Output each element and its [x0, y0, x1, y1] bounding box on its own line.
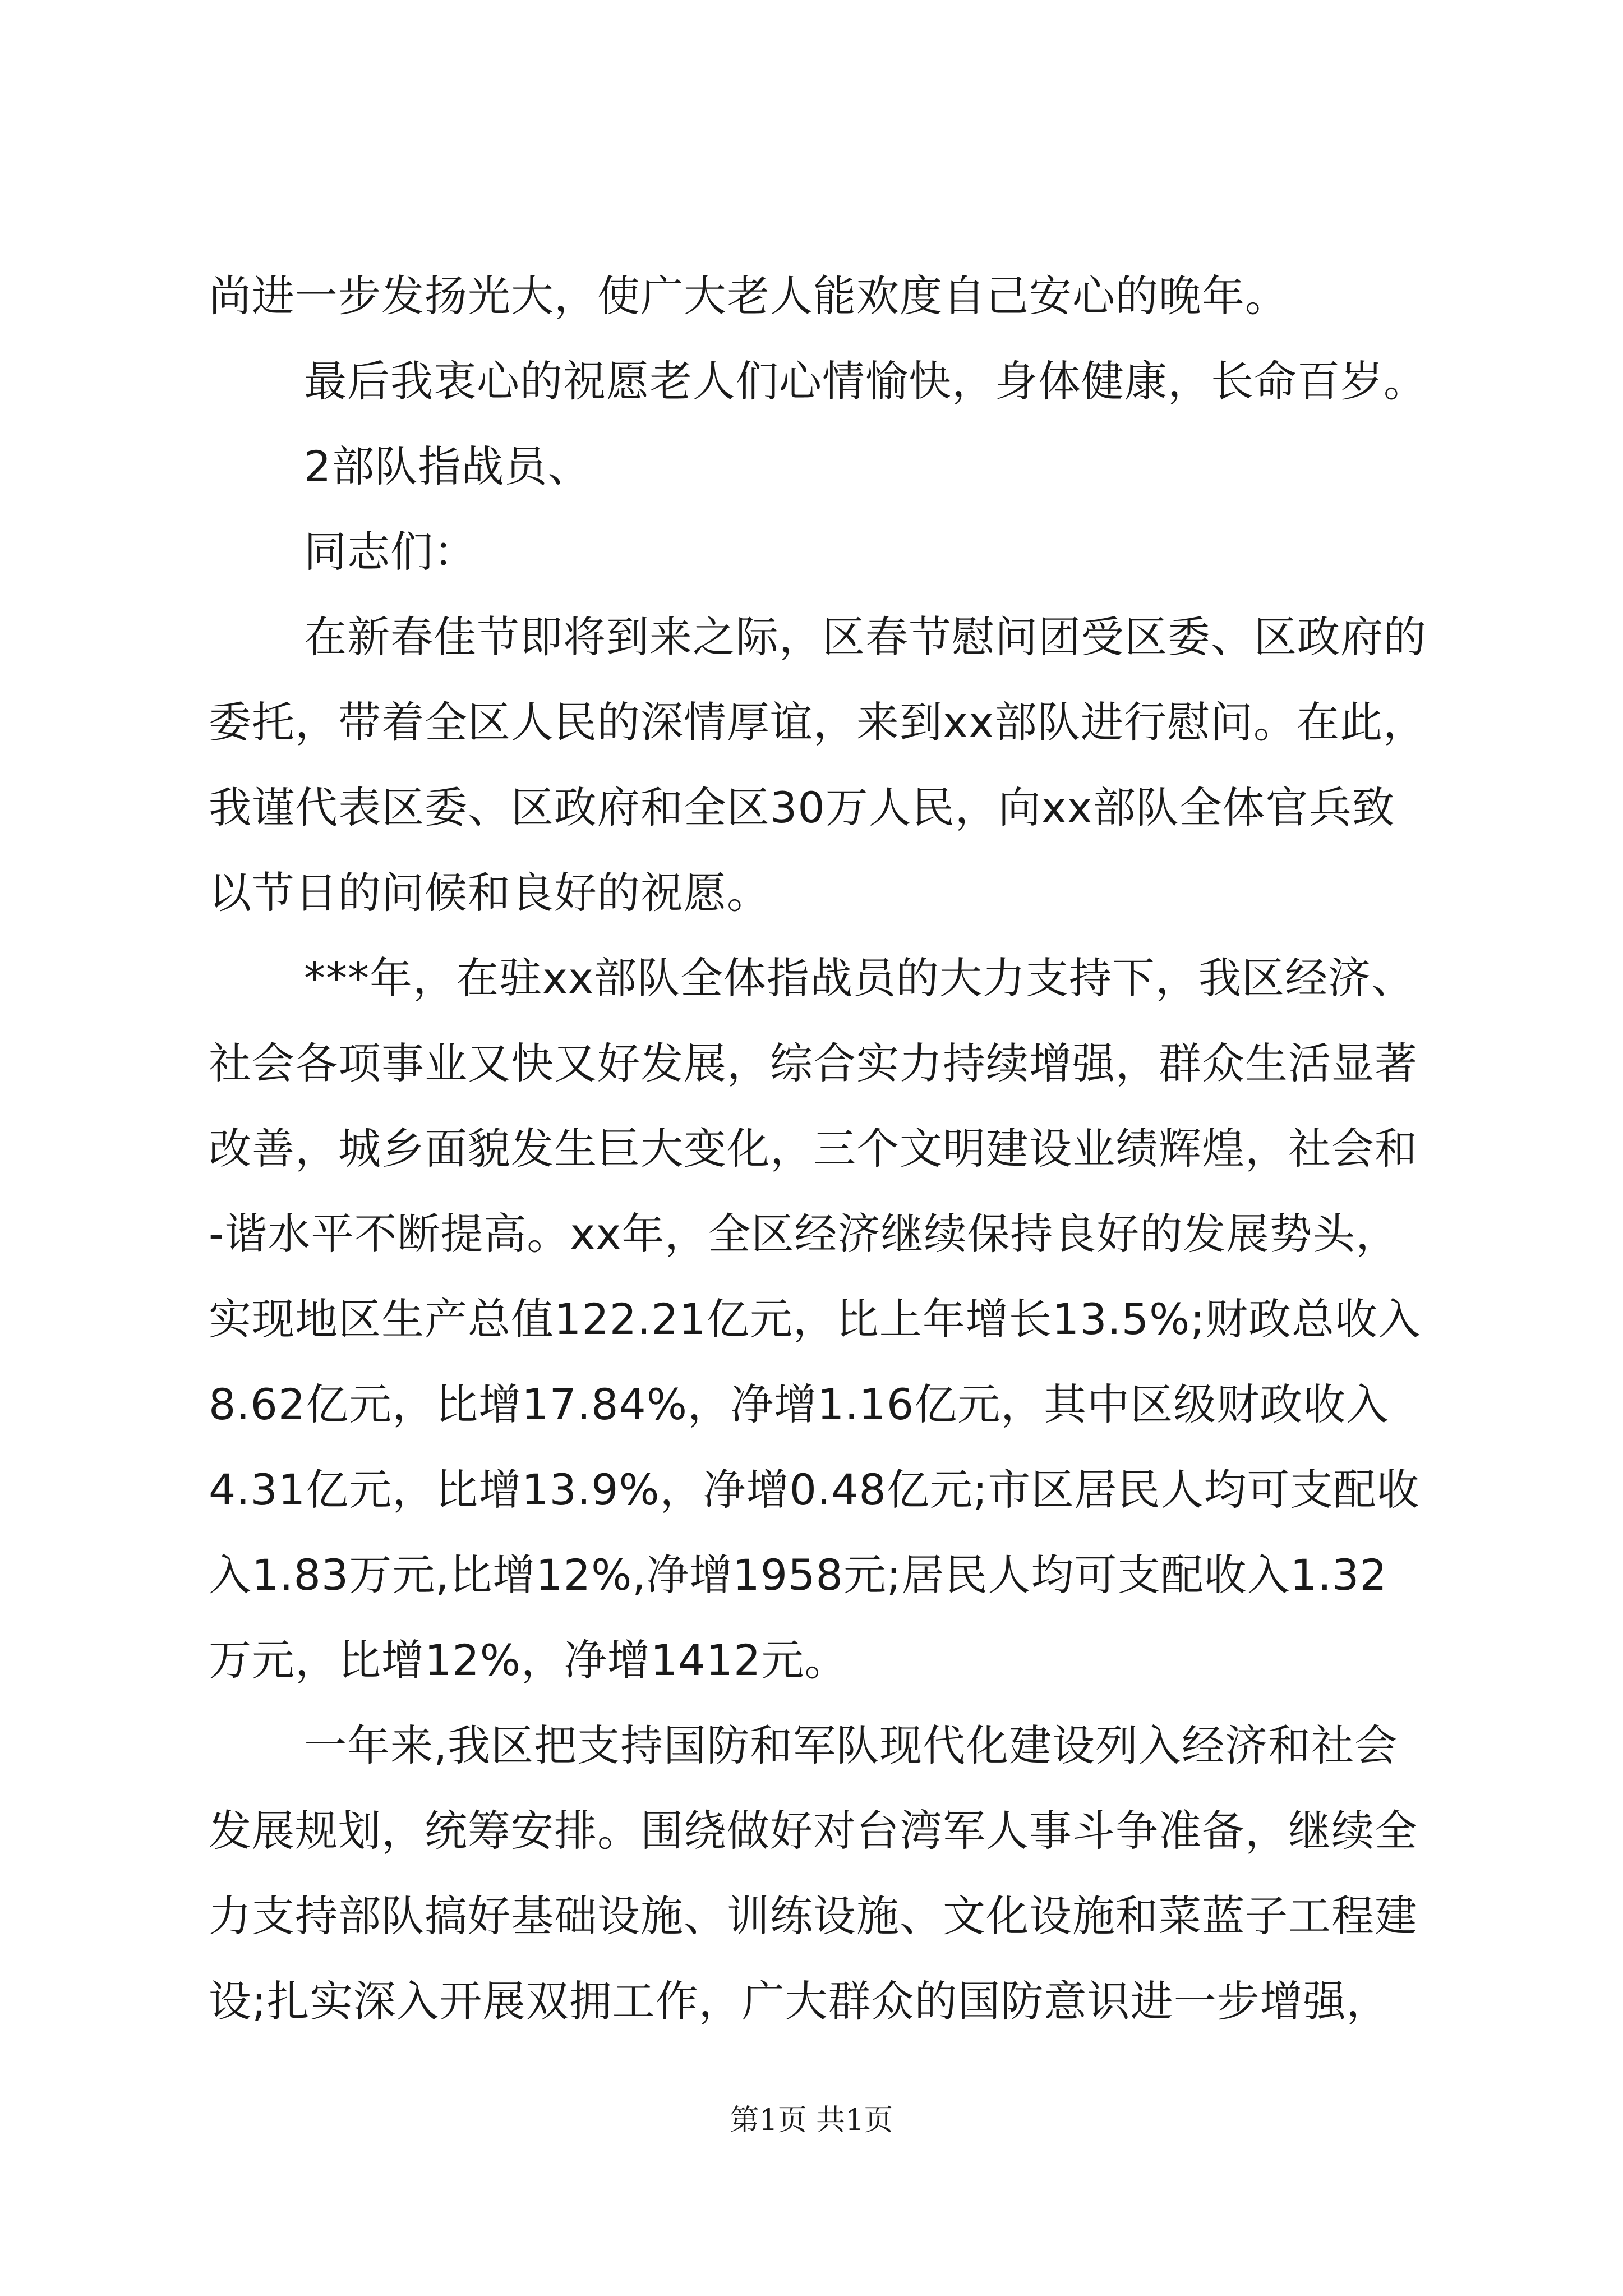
text-line-7: 我谨代表区委、区政府和全区30万人民，向xx部队全体官兵致	[209, 783, 1395, 832]
text-line-6: 委托，带着全区人民的深情厚谊，来到xx部队进行慰问。在此，	[209, 697, 1426, 747]
body-text	[209, 254, 1426, 2044]
text-line-16: 入1.83万元,比增12%,净增1958元;居民人均可支配收入1.32	[209, 1550, 1387, 1600]
text-line-2: 最后我衷心的祝愿老人们心情愉快，身体健康，长命百岁。	[304, 356, 1427, 406]
text-line-15: 4.31亿元，比增13.9%，净增0.48亿元;市区居民人均可支配收	[209, 1465, 1420, 1515]
page-footer	[0, 2098, 1623, 2143]
text-line-3: 2部队指战员、	[304, 441, 591, 491]
text-line-19: 发展规划，统筹安排。围绕做好对台湾军人事斗争准备，继续全	[209, 1806, 1418, 1856]
text-line-9: ***年，在驻xx部队全体指战员的大力支持下，我区经济、	[304, 953, 1414, 1003]
text-line-8: 以节日的问候和良好的祝愿。	[209, 868, 770, 918]
text-line-11: 改善，城乡面貌发生巨大变化，三个文明建设业绩辉煌，社会和	[209, 1124, 1418, 1174]
text-line-5: 在新春佳节即将到来之际，区春节慰问团受区委、区政府的	[304, 612, 1427, 662]
text-line-10: 社会各项事业又快又好发展，综合实力持续增强，群众生活显著	[209, 1038, 1418, 1088]
page-number-label: 第1页 共1页	[730, 2104, 893, 2137]
text-line-18: 一年来,我区把支持国防和军队现代化建设列入经济和社会	[304, 1720, 1398, 1770]
text-line-20: 力支持部队搞好基础设施、训练设施、文化设施和菜蓝子工程建	[209, 1891, 1418, 1941]
text-line-17: 万元，比增12%，净增1412元。	[209, 1635, 848, 1685]
text-line-13: 实现地区生产总值122.21亿元，比上年增长13.5%;财政总收入	[209, 1294, 1421, 1344]
text-line-4: 同志们：	[304, 527, 477, 577]
text-line-1: 尚进一步发扬光大，使广大老人能欢度自己安心的晚年。	[209, 271, 1288, 321]
text-line-21: 设;扎实深入开展双拥工作，广大群众的国防意识进一步增强，	[209, 1976, 1390, 2026]
text-line-14: 8.62亿元，比增17.84%，净增1.16亿元，其中区级财政收入	[209, 1379, 1390, 1429]
text-line-12: -谐水平不断提高。xx年，全区经济继续保持良好的发展势头，	[209, 1209, 1399, 1259]
